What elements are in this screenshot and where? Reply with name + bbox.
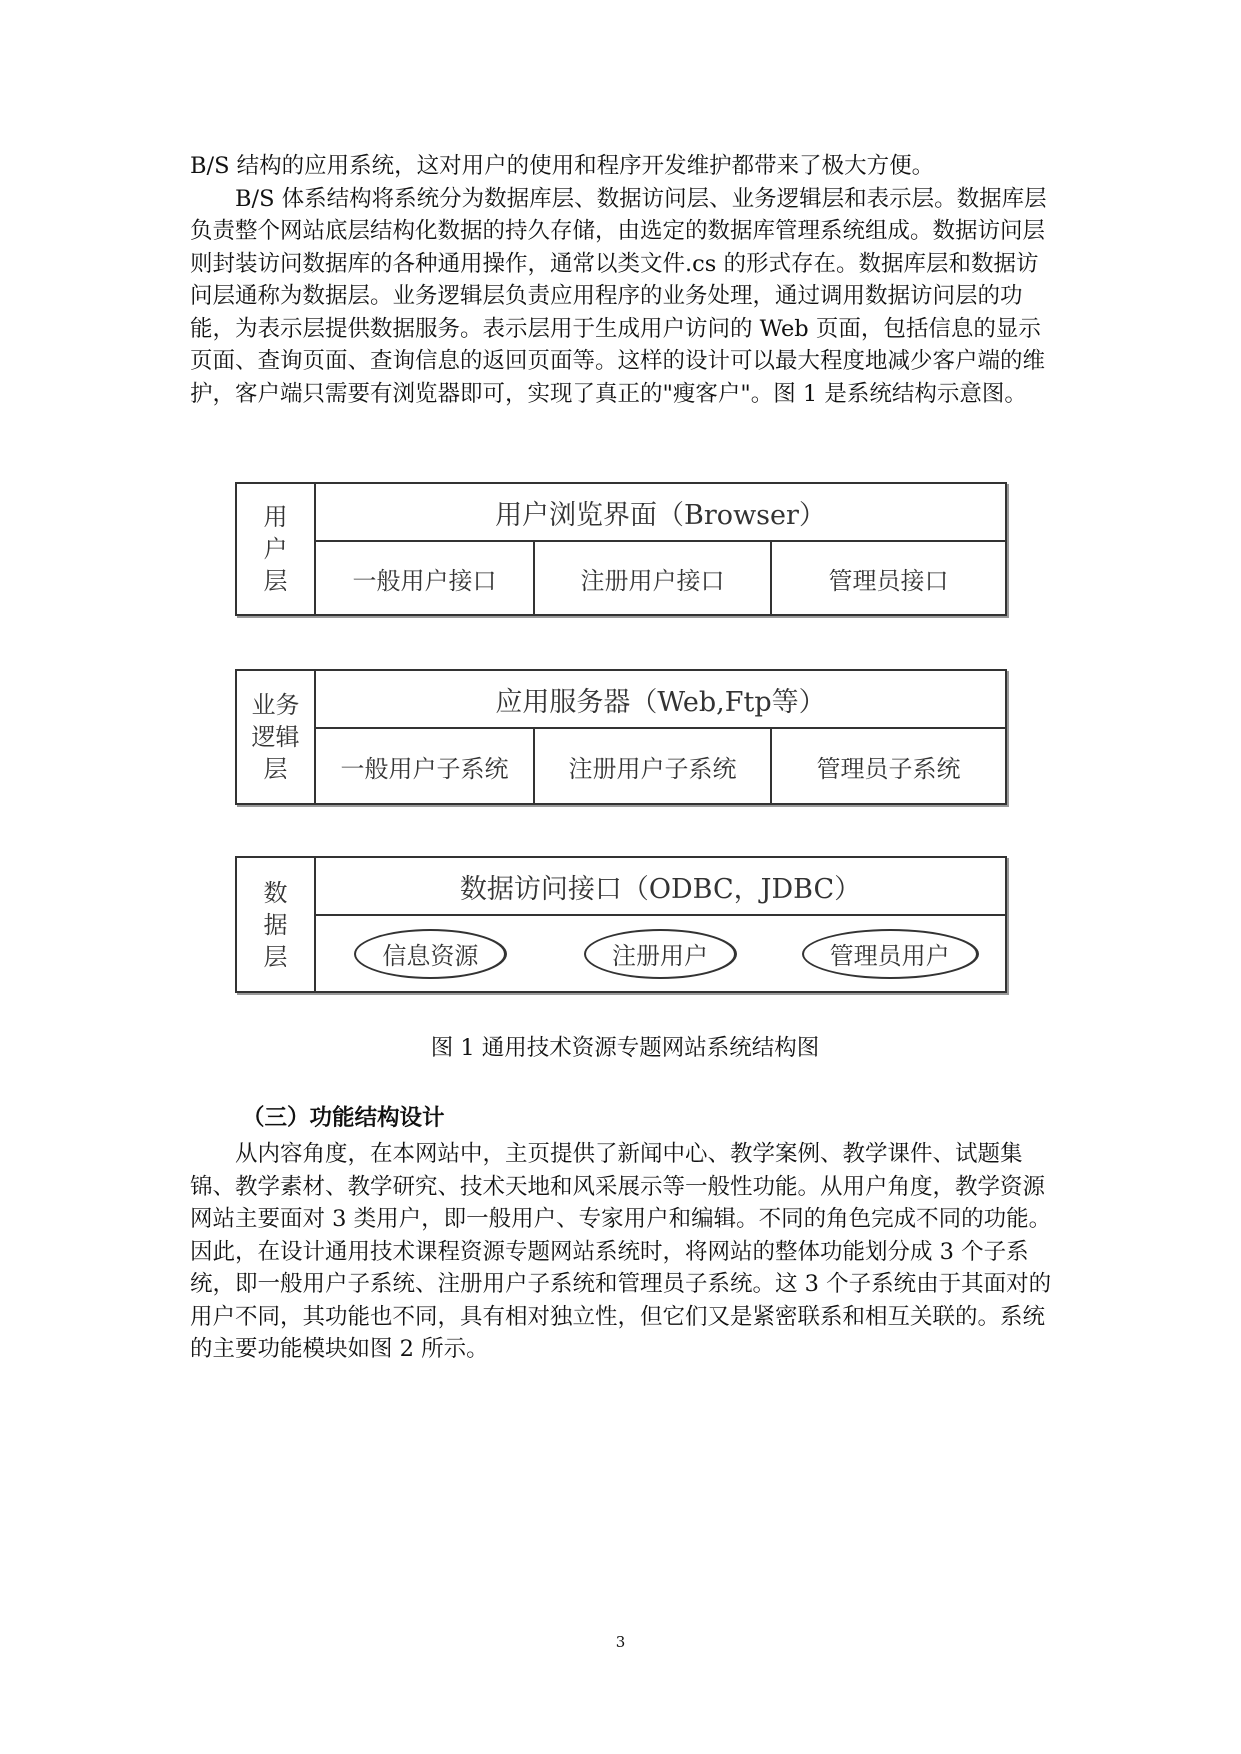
layer-cells: [316, 542, 1005, 614]
user-layer-box: [235, 482, 1007, 616]
layer-label: 业务 逻辑 层: [237, 671, 316, 803]
layer-label: 数 据 层: [237, 858, 316, 991]
body-text: [190, 1138, 1060, 1366]
data-cell: [546, 916, 776, 991]
layer-label: 用 户 层: [237, 484, 316, 614]
layer-cells: [316, 916, 1005, 991]
paragraph: B/S 体系结构将系统分为数据库层、数据访问层、业务逻辑层和表示层。数据库层负责整个网站底层结构化数据的持久存储，由选定的数据库管理系统组成。数据访问层则封装访问数据库的各种通用操作，通常以类文件.cs 的形式存在。数据库层和数据访问层通称为数据层。业务逻辑层负责应用程序的业务处理，通过调用数据访问层的功能，为表示层提供数据服务。表示层用于生成用户访问的 Web 页面，包括信息的显示页面、查询页面、查询信息的返回页面等。这样的设计可以最大程度地减少客户端的维护，客户端只需要有浏览器即可，实现了真正的"瘦客户"。图 1 是系统结构示意图。: [190, 185, 1047, 407]
resource-ellipse: 信息资源: [354, 929, 507, 979]
paragraph: B/S 结构的应用系统，这对用户的使用和程序开发维护都带来了极大方便。: [190, 153, 935, 179]
layer-cells: [316, 729, 1005, 803]
page-number: 3: [615, 1633, 626, 1651]
layer-header: 应用服务器（Web,Ftp等）: [316, 671, 1005, 729]
layer-header: 数据访问接口（ODBC，JDBC）: [316, 858, 1005, 916]
intro-text: [190, 150, 1060, 410]
data-cell: [316, 916, 546, 991]
layer-cell: 一般用户接口: [316, 542, 535, 614]
figure-caption: 图 1 通用技术资源专题网站系统结构图: [430, 1035, 820, 1061]
layer-cell: 注册用户接口: [535, 542, 772, 614]
layer-cell: 一般用户子系统: [316, 729, 535, 803]
data-cell: [775, 916, 1005, 991]
layer-header: 用户浏览界面（Browser）: [316, 484, 1005, 542]
resource-ellipse: 注册用户: [584, 929, 737, 979]
layer-cell: 管理员接口: [828, 566, 949, 595]
paragraph: 从内容角度，在本网站中，主页提供了新闻中心、教学案例、教学课件、试题集锦、教学素材、教学研究、技术天地和风采展示等一般性功能。从用户角度，教学资源网站主要面对 3 类用户，即一般用户、专家用户和编辑。不同的角色完成不同的功能。因此，在设计通用技术课程资源专题网站系统时，将网站的整体功能划分成 3 个子系统，即一般用户子系统、注册用户子系统和管理员子系统。这 3 个子系统由于其面对的用户不同，其功能也不同，具有相对独立性，但它们又是紧密联系和相互关联的。系统的主要功能模块如图 2 所示。: [190, 1141, 1052, 1362]
layer-cell: 注册用户子系统: [535, 729, 772, 803]
section-heading: （三）功能结构设计: [242, 1105, 445, 1131]
layer-cell: 管理员子系统: [816, 754, 961, 783]
data-layer-box: [235, 856, 1007, 993]
logic-layer-box: [235, 669, 1007, 805]
resource-ellipse: 管理员用户: [802, 929, 979, 979]
